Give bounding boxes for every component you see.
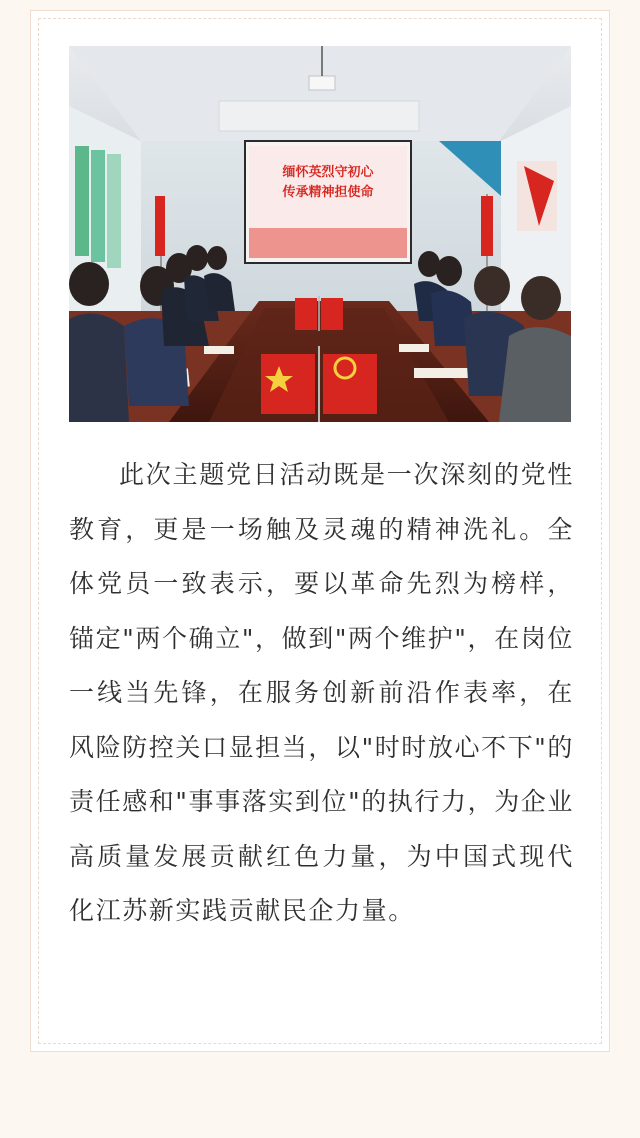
meeting-room-illustration <box>69 46 571 422</box>
article-paragraph: 此次主题党日活动既是一次深刻的党性教育，更是一场触及灵魂的精神洗礼。全体党员一致表示，要以革命先烈为榜样，锚定"两个确立"，做到"两个维护"，在岗位一线当先锋，在服务创新前沿作表率，在风险防控关口显担当，以"时时放心不下"的责任感和"事事落实到位"的执行力，为企业高质量发展贡献红色力量，为中国式现代化江苏新实践贡献民企力量。 <box>69 460 574 925</box>
screen-title-line1: 缅怀英烈守初心 <box>282 165 374 180</box>
screen-title-line2: 传承精神担使命 <box>282 185 374 200</box>
meeting-photo <box>69 46 571 422</box>
